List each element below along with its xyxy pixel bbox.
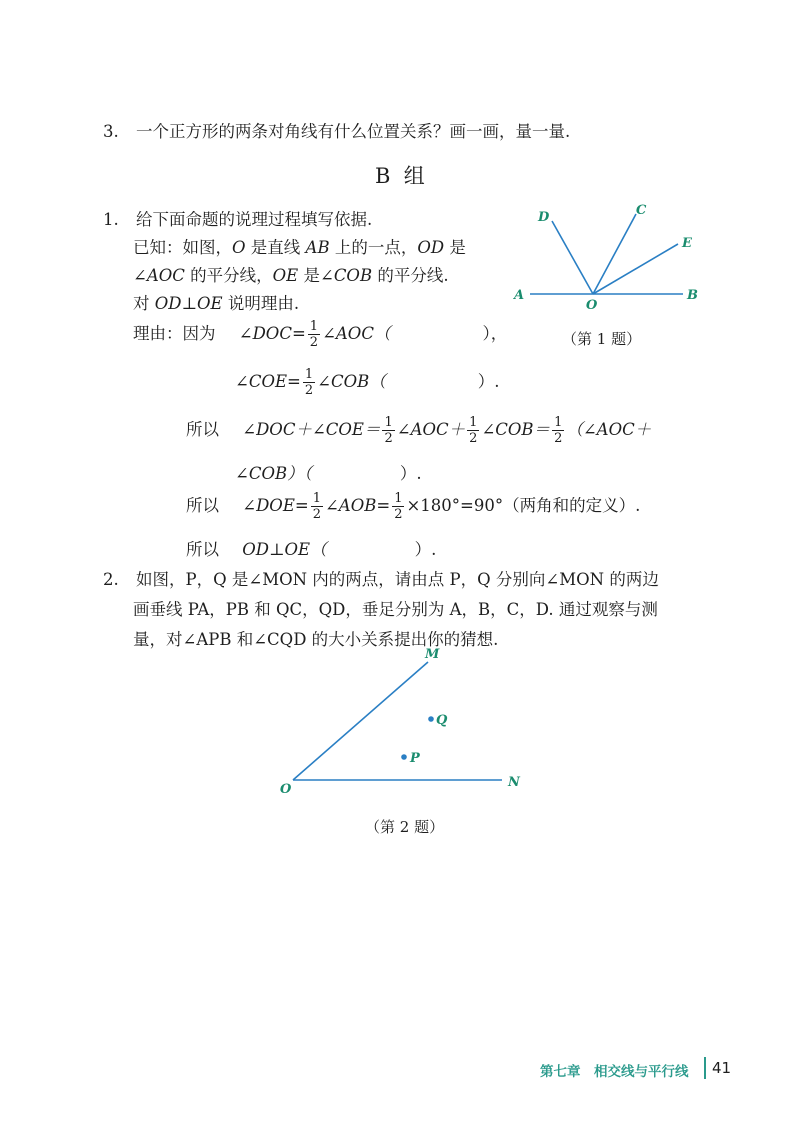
problem-2-number: 2. (103, 570, 119, 589)
problem-2-line2: 画垂线 PA，PB 和 QC，QD，垂足分别为 A，B，C，D. 通过观察与测 (133, 600, 658, 619)
label-B: B (687, 288, 698, 303)
fraction-half: $\frac{1}{2}$ (384, 415, 393, 446)
problem-1-intro: 给下面命题的说理过程填写依据. (136, 210, 373, 229)
label-O: O (280, 782, 292, 797)
reason-line-4: ∠COB）（ ）. (235, 464, 422, 483)
label-A: A (514, 288, 525, 303)
problem-1-line1 (103, 206, 372, 230)
label-C: C (636, 203, 647, 218)
problem-2-text-1: 如图，P，Q 是∠MON 内的两点，请由点 P，Q 分别向∠MON 的两边 (136, 570, 659, 589)
footer-chapter: 第七章 相交线与平行线 (540, 1064, 689, 1080)
figure-1-diagram (500, 196, 720, 316)
ray-OD (552, 221, 593, 294)
fraction-half: $\frac{1}{2}$ (312, 491, 321, 522)
reason-label: 理由：因为 (133, 324, 216, 343)
ray-OM (293, 662, 428, 780)
figure-2-diagram (270, 640, 540, 805)
problem-1-line4: 对 OD⊥OE 说明理由. (133, 294, 300, 313)
figure-2-caption: （第 2 题） (365, 818, 445, 836)
label-M: M (425, 647, 440, 662)
reason-line-5: 所以 ∠DOE= $\frac{1}{2}$ ∠AOB= $\frac{1}{2}$ ×180°=90°（两角和的定义）. (186, 491, 641, 522)
problem-1-line2: 已知：如图，O 是直线 AB 上的一点，OD 是 (133, 238, 466, 257)
figure-1-caption: （第 1 题） (562, 330, 642, 348)
fraction-half: $\frac{1}{2}$ (309, 319, 319, 350)
problem-1-line3: ∠AOC 的平分线，OE 是∠COB 的平分线. (133, 266, 449, 285)
reason-line-6: 所以 OD⊥OE（ ）. (186, 540, 437, 559)
problem-3-number: 3. (103, 122, 119, 141)
point-P (401, 754, 407, 760)
group-title: B 组 (375, 164, 425, 188)
point-Q (428, 716, 434, 722)
label-P: P (410, 751, 420, 766)
fraction-half: $\frac{1}{2}$ (304, 367, 314, 398)
label-E: E (682, 236, 692, 251)
page-number: 41 (712, 1059, 732, 1077)
reason-line-1: 理由：因为 ∠DOC= $\frac{1}{2}$ ∠AOC（ ）， (133, 319, 508, 350)
problem-3 (103, 118, 570, 142)
fraction-half: $\frac{1}{2}$ (554, 415, 563, 446)
problem-2-line1 (103, 566, 659, 590)
label-O: O (586, 298, 598, 313)
fraction-half: $\frac{1}{2}$ (469, 415, 478, 446)
reason-line-3: 所以 ∠DOC＋∠COE＝ $\frac{1}{2}$ ∠AOC＋ $\frac{1}{2}$ ∠COB＝ $\frac{1}{2}$ （∠AOC＋ (186, 415, 652, 446)
label-D: D (538, 210, 550, 225)
footer-divider (704, 1057, 706, 1079)
problem-1-number: 1. (103, 210, 119, 229)
problem-2-line3: 量，对∠APB 和∠CQD 的大小关系提出你的猜想. (133, 630, 499, 649)
label-Q: Q (436, 713, 448, 728)
fraction-half: $\frac{1}{2}$ (394, 491, 403, 522)
reason-line-2: ∠COE= $\frac{1}{2}$ ∠COB（ ）. (235, 367, 500, 398)
problem-3-text: 一个正方形的两条对角线有什么位置关系？画一画，量一量. (136, 122, 571, 141)
label-N: N (508, 775, 520, 790)
